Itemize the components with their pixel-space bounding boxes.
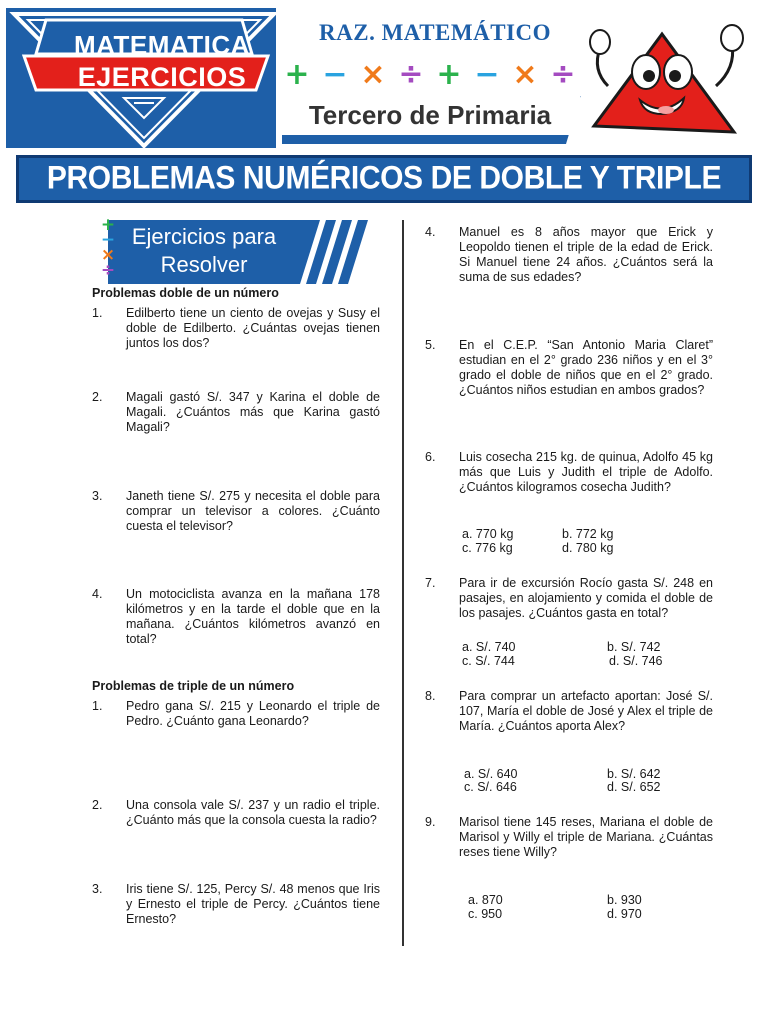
plus-icon: +	[284, 57, 310, 92]
logo-line-ejercicios: EJERCICIOS	[77, 62, 247, 92]
problem-number: 5.	[425, 338, 436, 352]
times-icon: ×	[512, 57, 538, 92]
answer-option: b. 930	[607, 893, 642, 907]
problem-number: 3.	[92, 882, 103, 896]
logo-line-matematica: MATEMATICA	[74, 30, 250, 60]
problem-number: 2.	[92, 390, 103, 404]
problem-number: 4.	[425, 225, 436, 239]
column-divider	[402, 220, 404, 946]
problem-text: Magali gastó S/. 347 y Karina el doble de Magali. ¿Cuántos más que Karina gastó Magali?	[126, 390, 380, 434]
minus-icon: −	[100, 230, 116, 250]
problem-number: 9.	[425, 815, 436, 829]
problem-text: Iris tiene S/. 125, Percy S/. 48 menos que Iris y Ernesto el triple de Percy. ¿Cuántos tiene Ernesto?	[126, 882, 380, 926]
divide-icon: ÷	[398, 57, 424, 92]
minus-icon: −	[322, 57, 348, 92]
times-icon: ×	[360, 57, 386, 92]
answer-option: a. 870	[468, 893, 503, 907]
problem-text: Un motociclista avanza en la mañana 178 kilómetros y en la tarde el doble que en la mañana. ¿Cuántos kilómetros avanzó en total?	[126, 587, 380, 646]
operators-row	[278, 57, 598, 92]
problem-text: Janeth tiene S/. 275 y necesita el doble para comprar un televisor a colores. ¿Cuánto cuesta el televisor?	[126, 489, 380, 533]
answer-option: a. 770 kg	[462, 527, 514, 541]
section-heading-doble: Problemas doble de un número	[92, 286, 279, 300]
plus-icon: +	[100, 215, 116, 235]
times-icon: ×	[100, 245, 116, 265]
answer-option: b. S/. 642	[607, 767, 661, 781]
badge-line1: Ejercicios para	[131, 224, 277, 249]
problem-text: Edilberto tiene un ciento de ovejas y Susy el doble de Edilberto. ¿Cuántas ovejas tienen juntos los dos?	[126, 306, 380, 350]
problem-text: Marisol tiene 145 reses, Mariana el doble de Marisol y Willy el triple de Mariana. ¿Cuántas reses tiene Willy?	[459, 815, 713, 859]
page-title: PROBLEMAS NUMÉRICOS DE DOBLE Y TRIPLE	[46, 160, 722, 197]
answer-option: d. 780 kg	[562, 541, 614, 555]
answer-option: d. S/. 746	[609, 654, 663, 668]
answer-option: a. S/. 740	[462, 640, 516, 654]
answer-option: a. S/. 640	[464, 767, 518, 781]
triangle-mascot-icon	[586, 14, 750, 146]
problem-text: Para ir de excursión Rocío gasta S/. 248 en pasajes, en alojamiento y comida el doble de los pasajes. ¿Cuántos gasta en total?	[459, 576, 713, 620]
answer-option: d. 970	[607, 907, 642, 921]
problem-number: 4.	[92, 587, 103, 601]
problem-text: Pedro gana S/. 215 y Leonardo el triple de Pedro. ¿Cuánto gana Leonardo?	[126, 699, 380, 728]
answer-option: c. S/. 744	[462, 654, 515, 668]
answer-option: b. S/. 742	[607, 640, 661, 654]
problem-number: 8.	[425, 689, 436, 703]
problem-text: Una consola vale S/. 237 y un radio el triple. ¿Cuánto más que la consola cuesta la radio?	[126, 798, 380, 827]
section-heading-triple: Problemas de triple de un número	[92, 679, 295, 693]
problem-number: 1.	[92, 306, 103, 320]
problem-number: 2.	[92, 798, 103, 812]
answer-option: d. S/. 652	[607, 780, 661, 794]
answer-option: c. S/. 646	[464, 780, 517, 794]
minus-icon: −	[474, 57, 500, 92]
answer-option: c. 776 kg	[462, 541, 513, 555]
problem-text: Para comprar un artefacto aportan: José S/. 107, María el doble de José y Alex el triple de María. ¿Cuántos aporta Alex?	[459, 689, 713, 733]
divide-icon: ÷	[550, 57, 576, 92]
divide-icon: ÷	[100, 260, 116, 280]
problem-text: Manuel es 8 años mayor que Erick y Leopoldo tienen el triple de la edad de Erick. Si Manuel tiene 24 años. ¿Cuántos será la suma de sus edades?	[459, 225, 713, 284]
plus-icon: +	[436, 57, 462, 92]
badge-line2: Resolver	[160, 252, 248, 277]
answer-option: c. 950	[468, 907, 503, 921]
problem-text: Luis cosecha 215 kg. de quinua, Adolfo 45 kg más que Luis y Judith el triple de Adolfo. ¿Cuántos kilogramos cosecha Judith?	[459, 450, 713, 494]
problem-number: 6.	[425, 450, 436, 464]
problem-number: 3.	[92, 489, 103, 503]
subject-label: RAZ. MATEMÁTICO	[319, 20, 551, 45]
grade-label: Tercero de Primaria	[308, 100, 552, 130]
problem-number: 7.	[425, 576, 436, 590]
problem-number: 1.	[92, 699, 103, 713]
answer-option: b. 772 kg	[562, 527, 614, 541]
problem-text: En el C.E.P. “San Antonio Maria Claret” estudian en el 2° grado 236 niños y en el 3° grado el doble de niños que en el 2° grado. ¿Cuántos niños estudian en ambos grados?	[459, 338, 713, 397]
